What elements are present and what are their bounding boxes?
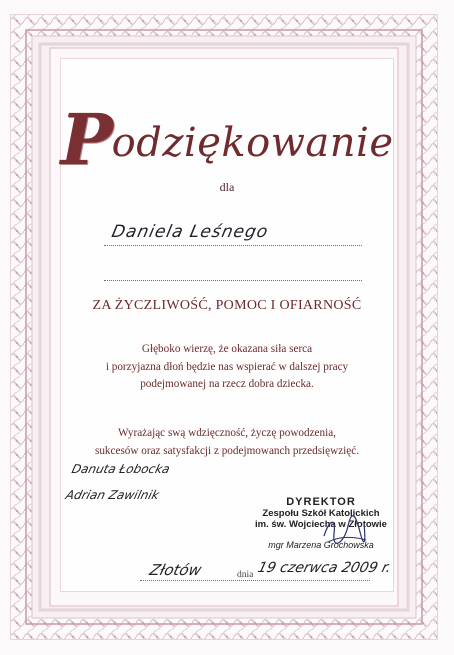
poem-text [0, 341, 454, 394]
day-label: dnia [237, 570, 254, 580]
footer-dotted-line [140, 580, 370, 581]
for-label: dla [219, 180, 235, 194]
director-title: DYREKTOR [286, 496, 356, 508]
wish-line: Wyrażając swą wdzięczność, życzę powodzenia, [118, 427, 336, 439]
title-rest: odziękowanie [111, 120, 394, 166]
town-name: Złotów [147, 561, 204, 579]
recipient-dotted-line [104, 245, 362, 246]
certificate-title [0, 90, 454, 181]
director-school: Zespołu Szkół Katolickich [262, 508, 380, 519]
signature-first: Danuta Łobocka [70, 462, 172, 476]
poem-line: Głęboko wierzę, że okazana siła serca [141, 343, 313, 355]
place-date-line [140, 560, 393, 585]
title-initial: P [60, 98, 114, 181]
issue-date: 19 czerwca 2009 r. [256, 560, 393, 576]
gratitude-heading: ZA ŻYCZLIWOŚĆ, POMOC I OFIARNOŚĆ [92, 298, 362, 313]
wish-line: sukcesów oraz satysfakcji z podejmowanch przedsięwzięć. [94, 444, 360, 457]
signature-second: Adrian Zawilnik [64, 488, 161, 502]
poem-line: i porzyjazna dłoń będzie nas wspierać w dalszej pracy [105, 360, 349, 373]
director-name: mgr Marzena Grochowska [268, 540, 374, 550]
director-signature-scribble [320, 514, 370, 550]
recipient-name: Daniela Leśnego [109, 222, 271, 242]
wish-text [0, 425, 454, 460]
second-dotted-line [104, 280, 362, 281]
poem-line: podejmowanej na rzecz dobra dziecka. [140, 378, 314, 390]
director-school-patron: im. św. Wojciecha w Złotowie [255, 519, 387, 530]
